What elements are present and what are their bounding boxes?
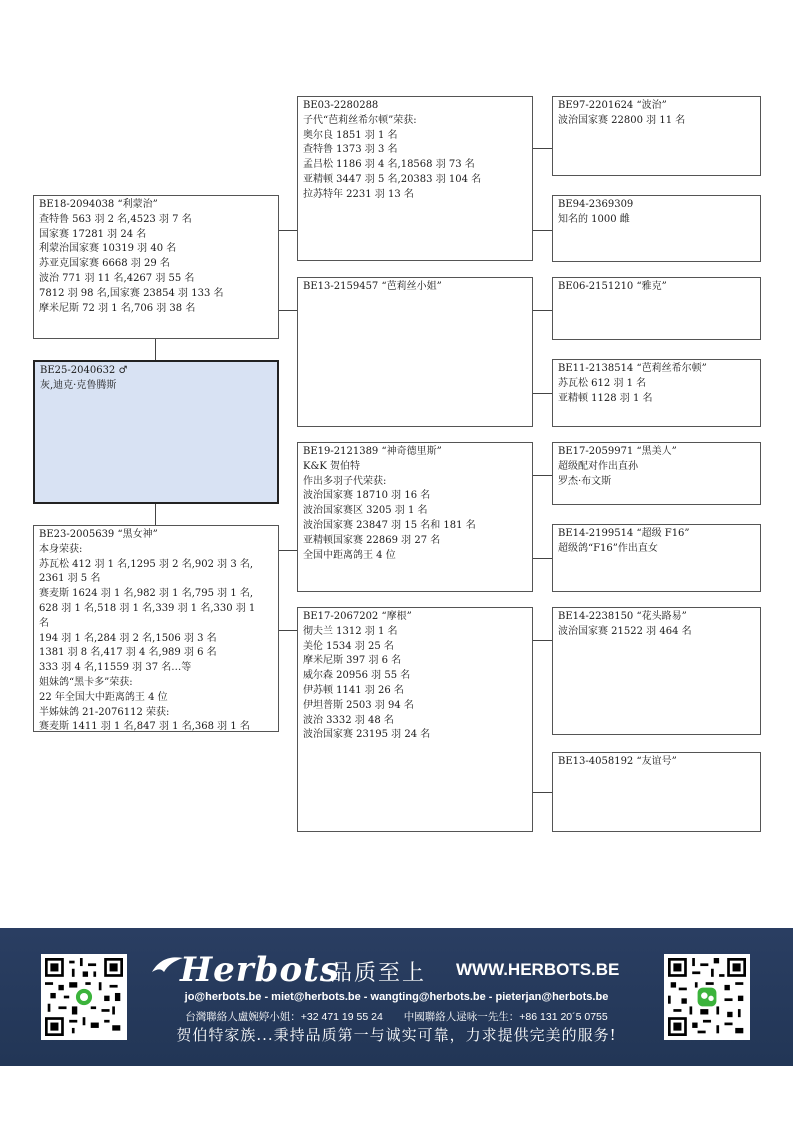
connector	[533, 230, 552, 231]
brand-slogan: 品质至上	[330, 961, 427, 986]
pedigree-line: 国家赛 17281 羽 24 名	[39, 228, 147, 240]
connector	[533, 792, 552, 793]
connector	[279, 310, 297, 311]
dam-sire-dam-box	[552, 524, 761, 592]
pedigree-line: 伊坦普斯 2503 羽 94 名	[303, 699, 414, 711]
pedigree-line: 罗杰·布文斯	[558, 475, 612, 487]
pedigree-line: 赛麦斯 1624 羽 1 名,982 羽 1 名,795 羽 1 名,	[39, 588, 254, 600]
ring-number: BE18-2094038 “利蒙治”	[39, 199, 158, 210]
pedigree-line: 1381 羽 8 名,417 羽 4 名,989 羽 6 名	[39, 647, 217, 659]
pedigree-line: 苏瓦松 412 羽 1 名,1295 羽 2 名,902 羽 3 名,	[39, 558, 254, 570]
pedigree-line: 奥尔良 1851 羽 1 名	[303, 129, 398, 141]
pedigree-line: 亚精顿 1128 羽 1 名	[558, 392, 653, 404]
pedigree-line: 333 羽 4 名,11559 羽 37 名…等	[39, 662, 192, 674]
sire-sire-dam-box	[552, 195, 761, 262]
pedigree-line: 波治国家赛 22800 羽 11 名	[558, 114, 686, 126]
pedigree-line: 2361 羽 5 名	[39, 573, 101, 585]
pedigree-line: 作出多羽子代荣获:	[303, 475, 387, 487]
ring-number: BE03-2280288	[303, 100, 379, 111]
ring-number: BE11-2138514 “芭莉丝希尔顿”	[558, 363, 707, 374]
pedigree-line: 姐妹鸽“黑卡多”荣获:	[39, 676, 133, 688]
pedigree-line: 194 羽 1 名,284 羽 2 名,1506 羽 3 名	[39, 632, 217, 644]
pedigree-line: 美伦 1534 羽 25 名	[303, 640, 394, 652]
pedigree-line: 波治国家赛区 3205 羽 1 名	[303, 505, 428, 517]
footer-banner	[0, 928, 793, 1066]
connector	[533, 558, 552, 559]
pedigree-line: 子代“芭莉丝希尔顿”荣获:	[303, 114, 417, 126]
pedigree-line: 查特鲁 1373 羽 3 名	[303, 144, 398, 156]
pedigree-line: 全国中距离鸽王 4 位	[303, 549, 396, 561]
pedigree-line: 苏亚克国家赛 6668 羽 29 名	[39, 258, 170, 270]
ring-number: BE14-2238150 “花头路易”	[558, 611, 687, 622]
pedigree-line: 苏瓦松 612 羽 1 名	[558, 377, 647, 389]
pedigree-line: 亚精顿国家赛 22869 羽 27 名	[303, 534, 441, 546]
pedigree-line: 波治 771 羽 11 名,4267 羽 55 名	[39, 272, 195, 284]
motto: 贺伯特家族...秉持品质第一与诚实可靠，力求提供完美的服务!	[176, 1026, 617, 1044]
sire-dam-dam-box	[552, 359, 761, 427]
ring-number: BE97-2201624 “波治”	[558, 100, 667, 111]
sire-dam-box	[297, 277, 533, 427]
ring-number: BE13-4058192 “友谊号”	[558, 756, 677, 767]
contact-phones: 台灣聯絡人盧婉婷小姐：+32 471 19 55 24 中國聯絡人逯咏一先生：+86 131 20´5 0755	[185, 1011, 608, 1023]
connector	[155, 504, 156, 525]
connector	[533, 475, 552, 476]
pedigree-line: 628 羽 1 名,518 羽 1 名,339 羽 1 名,330 羽 1	[39, 602, 256, 614]
connector	[279, 550, 297, 551]
pedigree-line: 知名的 1000 雌	[558, 213, 630, 225]
ring-number: BE17-2067202 “摩根”	[303, 611, 412, 622]
ring-number: BE17-2059971 “黑美人”	[558, 446, 677, 457]
pedigree-line: 孟吕松 1186 羽 4 名,18568 羽 73 名	[303, 159, 475, 171]
subject-box	[33, 360, 279, 504]
sire-dam-sire-box	[552, 277, 761, 340]
brand-row	[180, 950, 620, 990]
dam-dam-sire-box	[552, 607, 761, 735]
ring-number: BE23-2005639 “黑女神”	[39, 529, 158, 540]
pedigree-line: K&K 贺伯特	[303, 460, 361, 472]
connector	[155, 339, 156, 360]
dam-sire-sire-box	[552, 442, 761, 505]
pedigree-line: 波治 3332 羽 48 名	[303, 714, 394, 726]
website-link[interactable]: WWW.HERBOTS.BE	[456, 960, 620, 979]
pedigree-line: 利蒙治国家赛 10319 羽 40 名	[39, 243, 177, 255]
pedigree-line: 摩米尼斯 397 羽 6 名	[303, 655, 402, 667]
connector	[533, 310, 552, 311]
pedigree-line: 超级配对作出直孙	[558, 460, 638, 472]
ring-number: BE19-2121389 “神奇德里斯”	[303, 446, 442, 457]
email-addresses[interactable]: jo@herbots.be - miet@herbots.be - wangting@herbots.be - pieterjan@herbots.be	[184, 991, 609, 1003]
pedigree-line: 拉苏特年 2231 羽 13 名	[303, 188, 414, 200]
ring-number: BE25-2040632 ♂	[40, 365, 128, 376]
dam-dam-dam-box	[552, 752, 761, 832]
dam-sire-box	[297, 442, 533, 592]
pedigree-line: 本身荣获:	[39, 543, 83, 555]
pedigree-line: 威尔森 20956 羽 55 名	[303, 670, 411, 682]
pedigree-line: 摩米尼斯 72 羽 1 名,706 羽 38 名	[39, 302, 196, 314]
pedigree-line: 波治国家赛 21522 羽 464 名	[558, 625, 692, 637]
pedigree-line: 伊苏顿 1141 羽 26 名	[303, 684, 404, 696]
pedigree-line: 查特鲁 563 羽 2 名,4523 羽 7 名	[39, 213, 192, 225]
pedigree-line: 超级鸽“F16”作出直女	[558, 542, 658, 554]
brand-logo: Herbots	[180, 950, 340, 990]
connector	[533, 148, 552, 149]
pedigree-line: 7812 羽 98 名,国家赛 23854 羽 133 名	[39, 287, 224, 299]
connector	[533, 640, 552, 641]
ring-number: BE14-2199514 “超级 F16”	[558, 528, 690, 539]
sire-sire-box	[297, 96, 533, 261]
ring-number: BE13-2159457 “芭莉丝小姐”	[303, 281, 442, 292]
ring-number: BE94-2369309	[558, 199, 634, 210]
connector	[279, 230, 297, 231]
wechat-qr-icon	[668, 958, 746, 1036]
pedigree-line: 波治国家赛 18710 羽 16 名	[303, 490, 431, 502]
dam-box	[33, 525, 279, 732]
pedigree-line: 半姊妹鸽 21-2076112 荣获:	[39, 706, 170, 718]
qr-code-right	[664, 954, 750, 1040]
dam-dam-box	[297, 607, 533, 832]
sire-sire-sire-box	[552, 96, 761, 176]
pedigree-line: 亚精顿 3447 羽 5 名,20383 羽 104 名	[303, 173, 482, 185]
pedigree-line: 灰,迪克·克鲁腾斯	[40, 379, 117, 391]
connector	[279, 630, 297, 631]
connector	[533, 393, 552, 394]
wing-icon	[150, 954, 184, 976]
pedigree-line: 波治国家赛 23847 羽 15 名和 181 名	[303, 519, 476, 531]
pedigree-line: 彻夫兰 1312 羽 1 名	[303, 625, 398, 637]
pedigree-line: 赛麦斯 1411 羽 1 名,847 羽 1 名,368 羽 1 名	[39, 721, 250, 732]
pedigree-line: 22 年全国大中距离鸽王 4 位	[39, 691, 168, 703]
pedigree-line: 名	[39, 617, 49, 629]
pedigree-line: 波治国家赛 23195 羽 24 名	[303, 729, 431, 741]
sire-box	[33, 195, 279, 339]
ring-number: BE06-2151210 “雅克”	[558, 281, 667, 292]
